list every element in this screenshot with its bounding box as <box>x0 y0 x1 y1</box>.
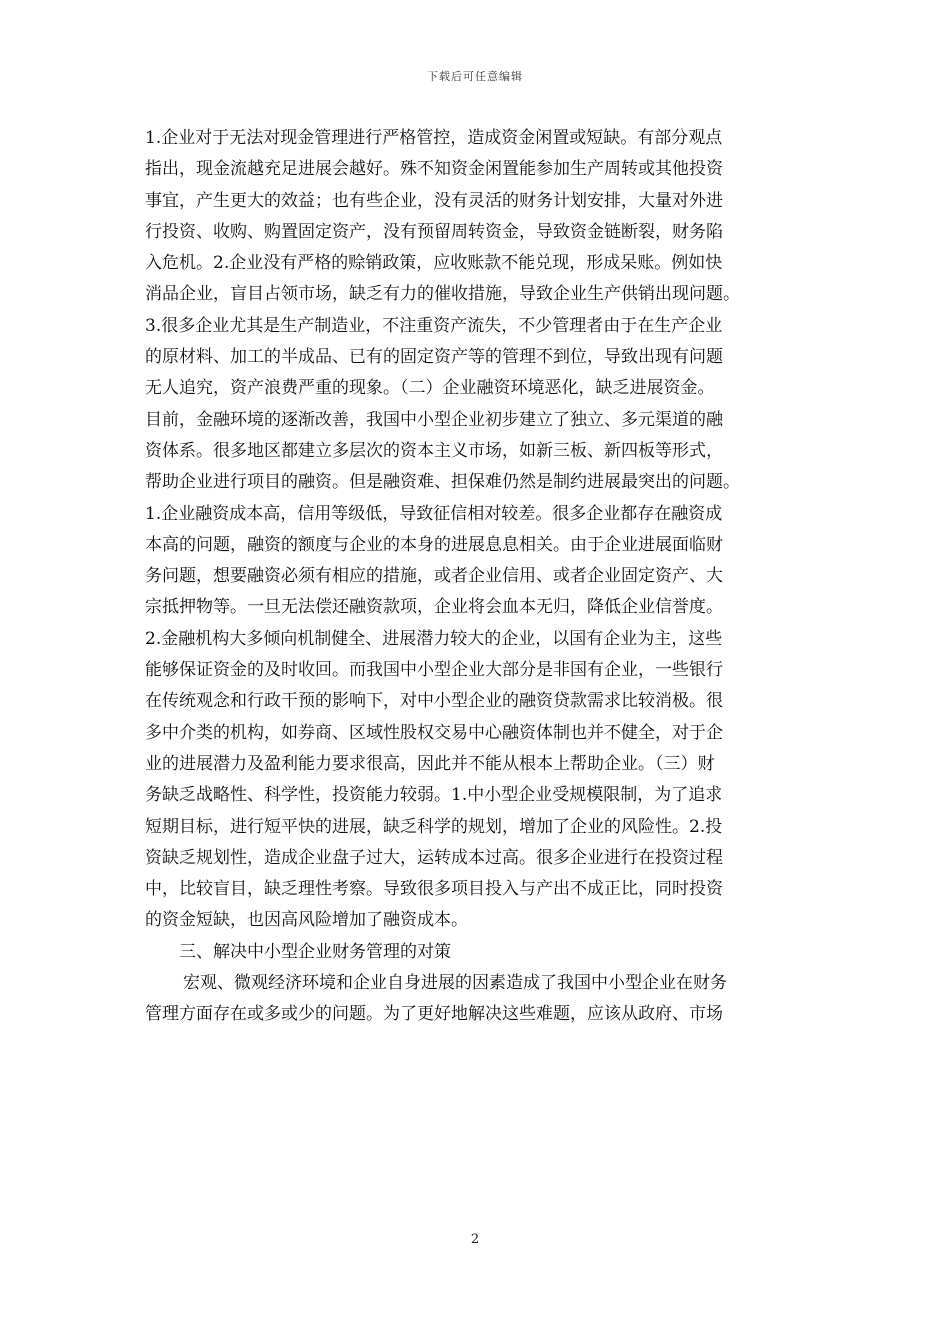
body-line: 消品企业，盲目占领市场，缺乏有力的催收措施，导致企业生产供销出现问题。 <box>145 284 740 305</box>
body-line: 务问题，想要融资必须有相应的措施，或者企业信用、或者企业固定资产、大 <box>145 566 723 587</box>
body-line: 本高的问题，融资的额度与企业的本身的进展息息相关。由于企业进展面临财 <box>145 534 723 555</box>
body-line: 短期目标，进行短平快的进展，缺乏科学的规划，增加了企业的风险性。2.投 <box>145 816 723 837</box>
body-line: 在传统观念和行政干预的影响下，对中小型企业的融资贷款需求比较消极。很 <box>145 691 723 712</box>
body-line: 宏观、微观经济环境和企业自身进展的因素造成了我国中小型企业在财务 <box>183 973 727 994</box>
body-line: 行投资、收购、购置固定资产，没有预留周转资金，导致资金链断裂，财务陷 <box>145 221 723 242</box>
body-line: 务缺乏战略性、科学性，投资能力较弱。1.中小型企业受规模限制，为了追求 <box>145 785 723 806</box>
body-line: 1.企业融资成本高，信用等级低，导致征信相对较差。很多企业都存在融资成 <box>145 503 723 524</box>
body-line: 中，比较盲目，缺乏理性考察。导致很多项目投入与产出不成正比，同时投资 <box>145 879 723 900</box>
body-line: 管理方面存在或多或少的问题。为了更好地解决这些难题，应该从政府、市场 <box>145 1004 723 1025</box>
body-line: 能够保证资金的及时收回。而我国中小型企业大部分是非国有企业，一些银行 <box>145 660 723 681</box>
body-line: 资体系。很多地区都建立多层次的资本主义市场，如新三板、新四板等形式， <box>145 440 723 461</box>
body-line: 1.企业对于无法对现金管理进行严格管控，造成资金闲置或短缺。有部分观点 <box>145 128 723 148</box>
body-line: 事宜，产生更大的效益；也有些企业，没有灵活的财务计划安排，大量对外进 <box>145 190 723 211</box>
body-line: 3.很多企业尤其是生产制造业，不注重资产流失，不少管理者由于在生产企业 <box>145 315 723 336</box>
page-header: 下载后可任意编辑 <box>427 70 523 83</box>
body-line: 多中介类的机构，如券商、区域性股权交易中心融资体制也并不健全，对于企 <box>145 722 723 743</box>
body-line: 资缺乏规划性，造成企业盘子过大，运转成本过高。很多企业进行在投资过程 <box>145 847 723 868</box>
body-line: 入危机。2.企业没有严格的赊销政策，应收账款不能兑现，形成呆账。例如快 <box>145 253 723 274</box>
body-line: 目前，金融环境的逐渐改善，我国中小型企业初步建立了独立、多元渠道的融 <box>145 409 723 430</box>
body-line: 宗抵押物等。一旦无法偿还融资款项，企业将会血本无归，降低企业信誉度。 <box>145 597 723 618</box>
document-body <box>145 123 815 1031</box>
section-heading: 三、解决中小型企业财务管理的对策 <box>179 941 451 962</box>
body-line: 无人追究，资产浪费严重的现象。（二）企业融资环境恶化，缺乏进展资金。 <box>145 378 715 399</box>
body-line: 帮助企业进行项目的融资。但是融资难、担保难仍然是制约进展最突出的问题。 <box>145 472 740 493</box>
body-line: 的原材料、加工的半成品、已有的固定资产等的管理不到位，导致出现有问题 <box>145 347 723 368</box>
body-line: 业的进展潜力及盈利能力要求很高，因此并不能从根本上帮助企业。（三）财 <box>145 753 715 774</box>
page-number: 2 <box>470 1232 480 1247</box>
body-line: 的资金短缺，也因高风险增加了融资成本。 <box>145 910 468 931</box>
body-line: 指出，现金流越充足进展会越好。殊不知资金闲置能参加生产周转或其他投资 <box>145 159 723 180</box>
body-line: 2.金融机构大多倾向机制健全、进展潜力较大的企业，以国有企业为主，这些 <box>145 628 723 649</box>
